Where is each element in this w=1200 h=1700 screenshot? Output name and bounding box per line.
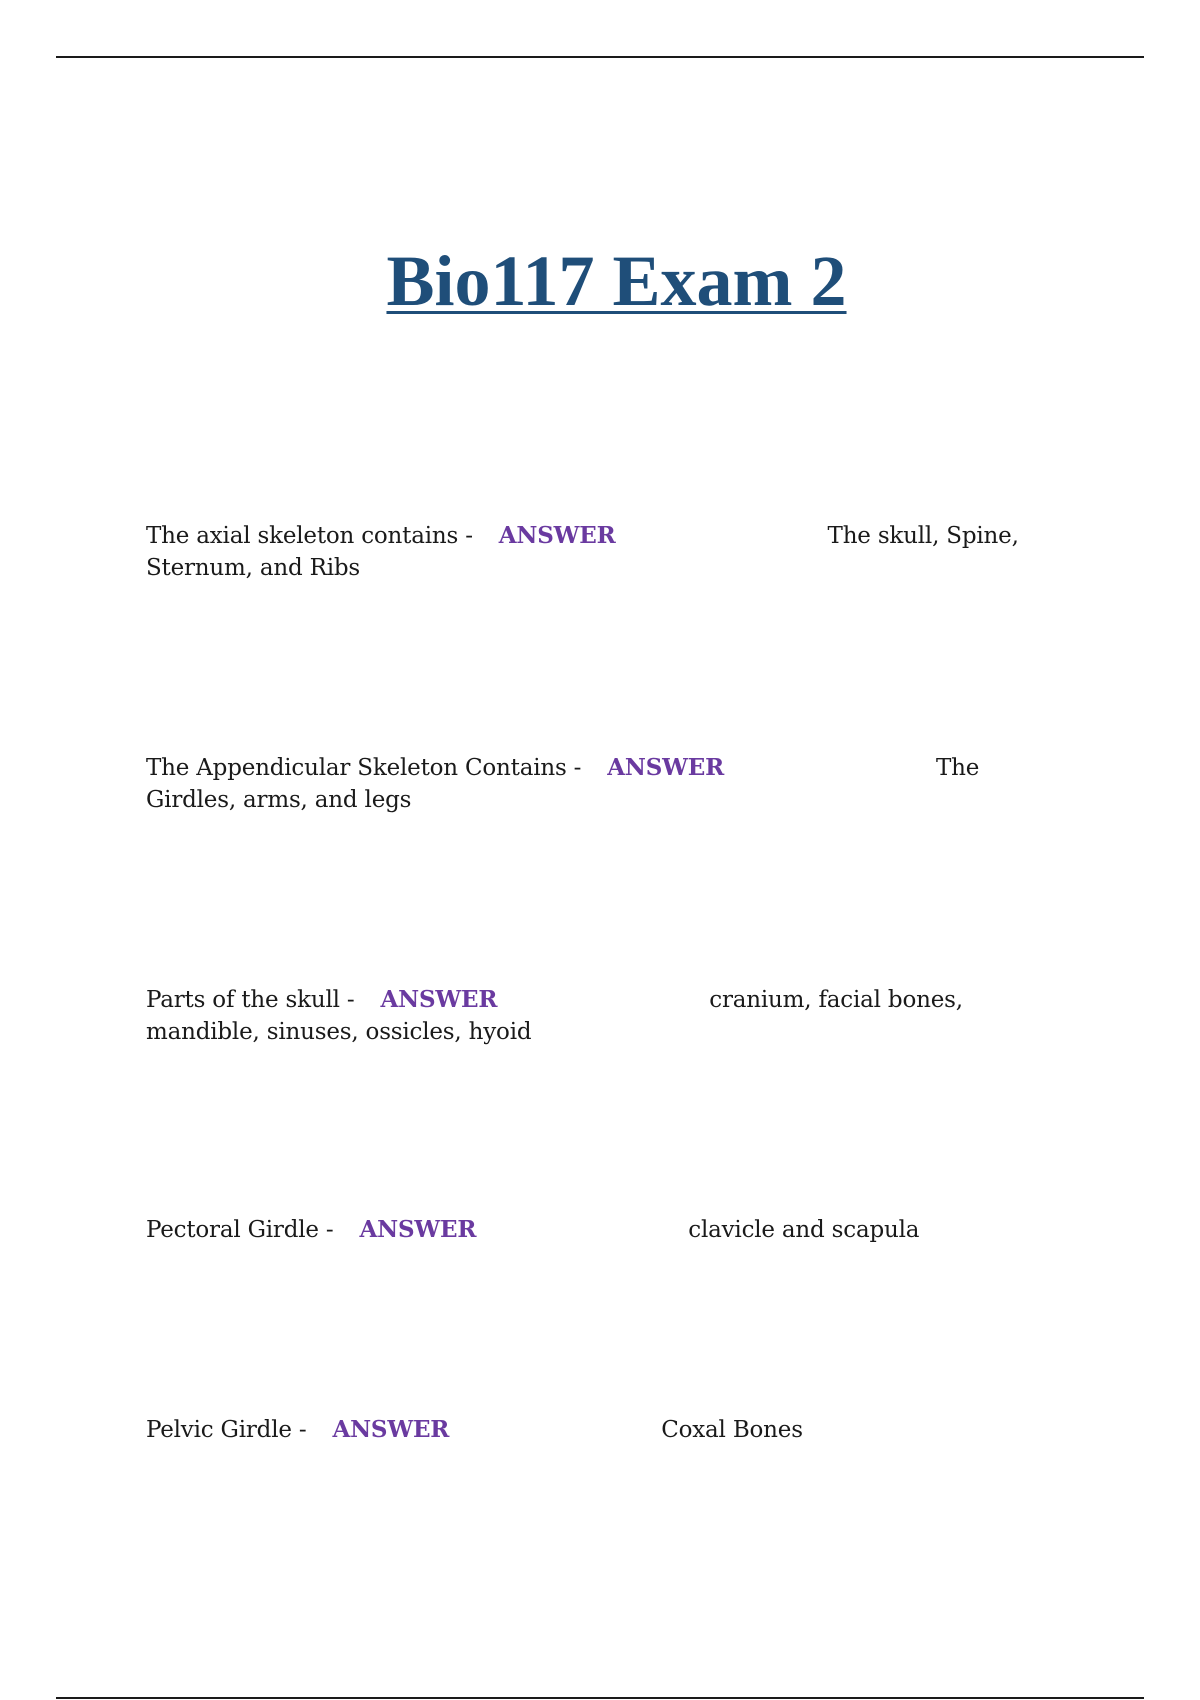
qa-item xyxy=(146,752,1066,816)
question-text: Pelvic Girdle - xyxy=(146,1417,307,1443)
header-rule xyxy=(56,56,1144,58)
answer-text: The Girdles, arms, and legs xyxy=(146,755,980,813)
answer-tag: ANSWER xyxy=(359,1216,477,1243)
answer-text: Coxal Bones xyxy=(661,1417,803,1443)
qa-item xyxy=(146,1214,1066,1246)
footer-rule xyxy=(56,1697,1144,1699)
qa-item xyxy=(146,1414,1066,1446)
question-text: The axial skeleton contains - xyxy=(146,523,473,549)
answer-text: clavicle and scapula xyxy=(688,1217,920,1243)
answer-tag: ANSWER xyxy=(380,986,498,1013)
question-text: Parts of the skull - xyxy=(146,987,355,1013)
answer-text: cranium, facial bones, mandible, sinuses, ossicles, hyoid xyxy=(146,987,963,1045)
document-title: Bio117 Exam 2 xyxy=(386,241,847,321)
qa-item xyxy=(146,520,1066,584)
question-text: The Appendicular Skeleton Contains - xyxy=(146,755,582,781)
answer-tag: ANSWER xyxy=(607,754,725,781)
answer-tag: ANSWER xyxy=(498,522,616,549)
answer-text: The skull, Spine, Sternum, and Ribs xyxy=(146,523,1019,581)
answer-tag: ANSWER xyxy=(332,1416,450,1443)
question-text: Pectoral Girdle - xyxy=(146,1217,334,1243)
qa-item xyxy=(146,984,1066,1048)
